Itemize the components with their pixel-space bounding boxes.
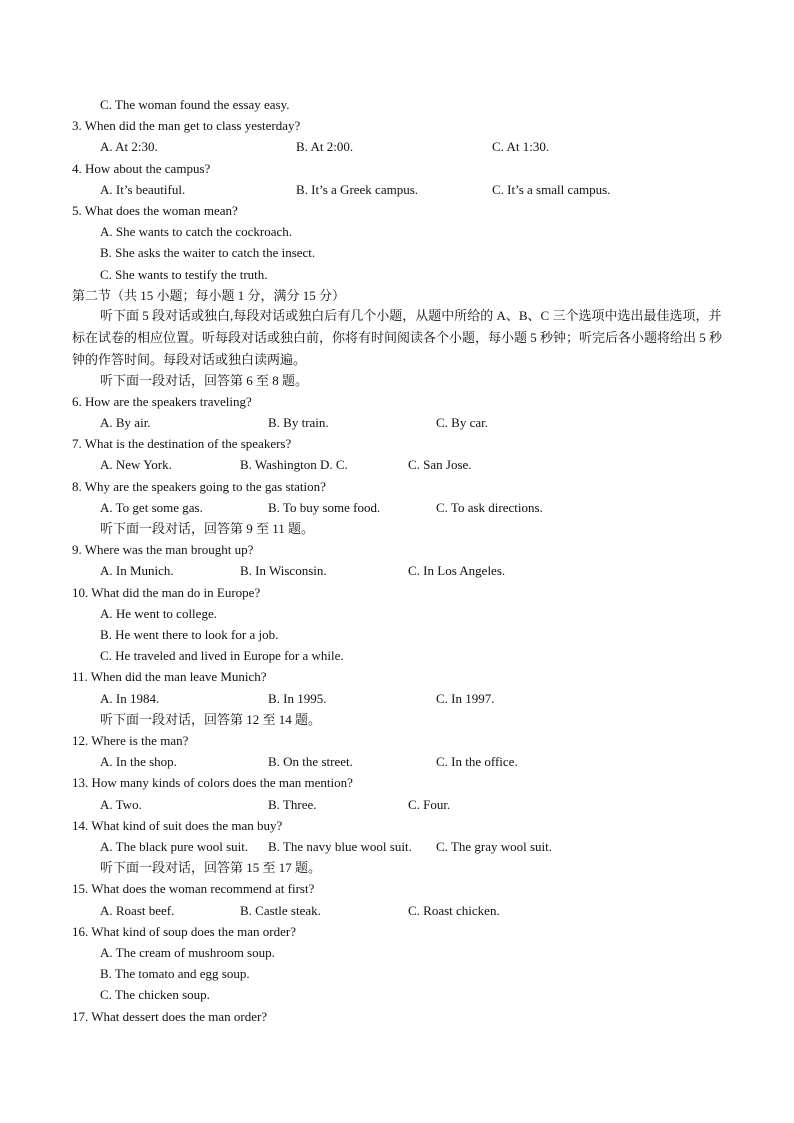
- question-14: 14. What kind of suit does the man buy?: [72, 818, 283, 833]
- q10-option-a: A. He went to college.: [100, 606, 217, 621]
- q5-option-b: B. She asks the waiter to catch the insect.: [100, 245, 316, 260]
- q15-option-c: C. Roast chicken.: [408, 903, 500, 918]
- q8-option-a: A. To get some gas.: [100, 500, 203, 515]
- dialogue-1-intro: 听下面一段对话，回答第 6 至 8 题。: [100, 373, 309, 388]
- question-8: 8. Why are the speakers going to the gas station?: [72, 479, 326, 494]
- q8-option-c: C. To ask directions.: [436, 500, 543, 515]
- dialogue-2-intro: 听下面一段对话，回答第 9 至 11 题。: [100, 521, 315, 536]
- q13-option-a: A. Two.: [100, 797, 142, 812]
- question-9: 9. Where was the man brought up?: [72, 542, 254, 557]
- q4-option-a: A. It’s beautiful.: [100, 182, 186, 197]
- question-7: 7. What is the destination of the speakers?: [72, 436, 292, 451]
- q12-option-c: C. In the office.: [436, 754, 518, 769]
- dialogue-3-intro: 听下面一段对话，回答第 12 至 14 题。: [100, 712, 322, 727]
- q7-option-a: A. New York.: [100, 457, 172, 472]
- q4-option-c: C. It’s a small campus.: [492, 182, 611, 197]
- question-17: 17. What dessert does the man order?: [72, 1009, 268, 1024]
- question-11: 11. When did the man leave Munich?: [72, 669, 267, 684]
- q15-option-a: A. Roast beef.: [100, 903, 175, 918]
- q10-option-b: B. He went there to look for a job.: [100, 627, 279, 642]
- q9-option-c: C. In Los Angeles.: [408, 563, 506, 578]
- question-6: 6. How are the speakers traveling?: [72, 394, 252, 409]
- q6-option-c: C. By car.: [436, 415, 488, 430]
- dialogue-4-intro: 听下面一段对话，回答第 15 至 17 题。: [100, 860, 322, 875]
- q5-option-c: C. She wants to testify the truth.: [100, 267, 268, 282]
- section-2-instructions: 听下面 5 段对话或独白,每段对话或独白后有几个小题，从题中所给的 A、B、C 三个选项中选出最佳选项，并标在试卷的相应位置。听每段对话或独白前，你将有时间阅读各个小题，每小题 5 秒钟；听完后各小题将给出 5 秒钟的作答时间。每段对话或独白读两遍。: [72, 308, 723, 367]
- q5-option-a: A. She wants to catch the cockroach.: [100, 224, 293, 239]
- question-16: 16. What kind of soup does the man order?: [72, 924, 296, 939]
- q3-option-b: B. At 2:00.: [296, 139, 354, 154]
- q6-option-b: B. By train.: [268, 415, 329, 430]
- q11-option-a: A. In 1984.: [100, 691, 160, 706]
- prev-option-c: C. The woman found the essay easy.: [100, 97, 290, 112]
- question-5: 5. What does the woman mean?: [72, 203, 238, 218]
- q15-option-b: B. Castle steak.: [240, 903, 321, 918]
- q7-option-b: B. Washington D. C.: [240, 457, 348, 472]
- q6-option-a: A. By air.: [100, 415, 151, 430]
- question-15: 15. What does the woman recommend at first?: [72, 881, 315, 896]
- q12-option-a: A. In the shop.: [100, 754, 177, 769]
- q13-option-b: B. Three.: [268, 797, 317, 812]
- q11-option-b: B. In 1995.: [268, 691, 327, 706]
- q11-option-c: C. In 1997.: [436, 691, 495, 706]
- q14-option-c: C. The gray wool suit.: [436, 839, 553, 854]
- q7-option-c: C. San Jose.: [408, 457, 472, 472]
- q9-option-a: A. In Munich.: [100, 563, 174, 578]
- question-3: 3. When did the man get to class yesterday?: [72, 118, 301, 133]
- question-10: 10. What did the man do in Europe?: [72, 585, 261, 600]
- q14-option-b: B. The navy blue wool suit.: [268, 839, 412, 854]
- section-2-title: 第二节（共 15 小题；每小题 1 分，满分 15 分）: [72, 288, 346, 303]
- question-13: 13. How many kinds of colors does the man mention?: [72, 775, 353, 790]
- question-12: 12. Where is the man?: [72, 733, 189, 748]
- q8-option-b: B. To buy some food.: [268, 500, 381, 515]
- q12-option-b: B. On the street.: [268, 754, 353, 769]
- q16-option-b: B. The tomato and egg soup.: [100, 966, 250, 981]
- q9-option-b: B. In Wisconsin.: [240, 563, 327, 578]
- q14-option-a: A. The black pure wool suit.: [100, 839, 249, 854]
- q4-option-b: B. It’s a Greek campus.: [296, 182, 419, 197]
- question-4: 4. How about the campus?: [72, 161, 211, 176]
- q3-option-a: A. At 2:30.: [100, 139, 158, 154]
- q13-option-c: C. Four.: [408, 797, 451, 812]
- q3-option-c: C. At 1:30.: [492, 139, 550, 154]
- q16-option-c: C. The chicken soup.: [100, 987, 210, 1002]
- q16-option-a: A. The cream of mushroom soup.: [100, 945, 275, 960]
- q10-option-c: C. He traveled and lived in Europe for a while.: [100, 648, 344, 663]
